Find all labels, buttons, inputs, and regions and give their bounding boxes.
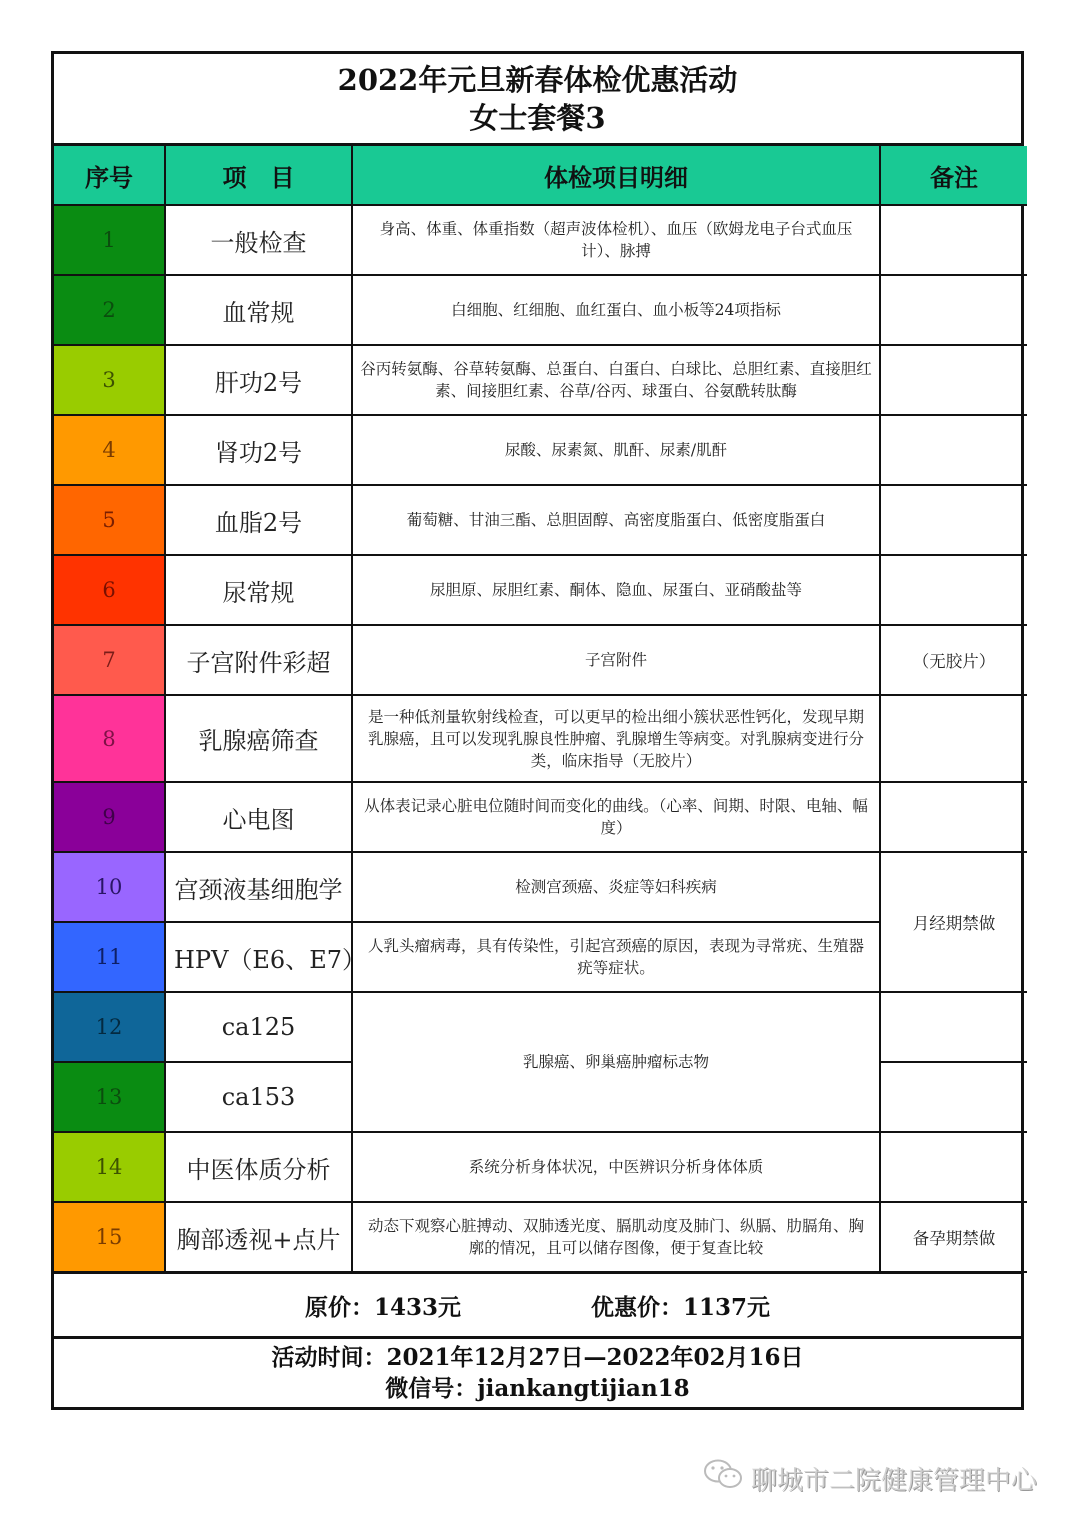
table-row	[54, 485, 1027, 555]
row-number: 9	[54, 782, 165, 852]
row-number: 1	[54, 205, 165, 275]
row-note	[880, 205, 1027, 275]
row-item: 肾功2号	[165, 415, 352, 485]
row-number: 7	[54, 625, 165, 695]
row-number: 6	[54, 555, 165, 625]
row-number: 3	[54, 345, 165, 415]
row-note	[880, 275, 1027, 345]
row-number: 5	[54, 485, 165, 555]
row-note	[880, 485, 1027, 555]
row-number: 13	[54, 1062, 165, 1132]
row-number: 10	[54, 852, 165, 922]
row-number: 12	[54, 992, 165, 1062]
original-price: 原价：1433元	[304, 1293, 461, 1321]
footer-info	[54, 1336, 1021, 1407]
row-detail: 子宫附件	[352, 625, 880, 695]
row-item: HPV（E6、E7）	[165, 922, 352, 992]
table-row	[54, 275, 1027, 345]
row-item: 肝功2号	[165, 345, 352, 415]
row-detail: 葡萄糖、甘油三酯、总胆固醇、高密度脂蛋白、低密度脂蛋白	[352, 485, 880, 555]
header-item: 项 目	[165, 146, 352, 205]
header-detail: 体检项目明细	[352, 146, 880, 205]
table-header-row	[54, 146, 1027, 205]
table-row	[54, 992, 1027, 1062]
watermark-text: 聊城市二院健康管理中心	[751, 1466, 1038, 1496]
row-item: 宫颈液基细胞学	[165, 852, 352, 922]
row-item: 尿常规	[165, 555, 352, 625]
title-block	[54, 54, 1021, 146]
table-row	[54, 852, 1027, 922]
row-note	[880, 415, 1027, 485]
row-detail: 白细胞、红细胞、血红蛋白、血小板等24项指标	[352, 275, 880, 345]
row-detail: 是一种低剂量软射线检查，可以更早的检出细小簇状恶性钙化，发现早期乳腺癌，且可以发现乳腺良性肿瘤、乳腺增生等病变。对乳腺病变进行分类，临床指导（无胶片）	[352, 695, 880, 782]
price-row	[54, 1273, 1021, 1336]
row-note	[880, 1132, 1027, 1202]
table-row	[54, 345, 1027, 415]
row-detail: 谷丙转氨酶、谷草转氨酶、总蛋白、白蛋白、白球比、总胆红素、直接胆红素、间接胆红素、谷草/谷丙、球蛋白、谷氨酰转肽酶	[352, 345, 880, 415]
row-item: 子宫附件彩超	[165, 625, 352, 695]
row-note	[880, 345, 1027, 415]
package-subtitle: 女士套餐3	[469, 100, 606, 135]
row-number: 2	[54, 275, 165, 345]
table-row	[54, 205, 1027, 275]
row-detail: 人乳头瘤病毒，具有传染性，引起宫颈癌的原因，表现为寻常疣、生殖器疣等症状。	[352, 922, 880, 992]
row-number: 14	[54, 1132, 165, 1202]
table-row	[54, 555, 1027, 625]
table-row	[54, 1132, 1027, 1202]
row-detail: 从体表记录心脏电位随时间而变化的曲线。（心率、间期、时限、电轴、幅度）	[352, 782, 880, 852]
health-package-sheet	[51, 51, 1024, 1410]
discount-price: 优惠价：1137元	[591, 1293, 771, 1321]
account-watermark	[703, 1458, 1037, 1499]
wechat-icon	[703, 1458, 745, 1499]
row-note: 备孕期禁做	[880, 1202, 1027, 1272]
activity-period: 活动时间：2021年12月27日—2022年02月16日	[271, 1344, 804, 1371]
row-note	[880, 1062, 1027, 1132]
row-item: 乳腺癌筛查	[165, 695, 352, 782]
row-item: 中医体质分析	[165, 1132, 352, 1202]
table-row	[54, 625, 1027, 695]
table-row	[54, 415, 1027, 485]
exam-items-table	[54, 146, 1027, 1273]
row-detail: 检测宫颈癌、炎症等妇科疾病	[352, 852, 880, 922]
row-item: ca153	[165, 1062, 352, 1132]
row-note	[880, 782, 1027, 852]
row-detail: 系统分析身体状况，中医辨识分析身体体质	[352, 1132, 880, 1202]
row-note	[880, 992, 1027, 1062]
row-item: ca125	[165, 992, 352, 1062]
row-detail: 尿胆原、尿胆红素、酮体、隐血、尿蛋白、亚硝酸盐等	[352, 555, 880, 625]
row-note-merged: 月经期禁做	[880, 852, 1027, 992]
row-note	[880, 555, 1027, 625]
wechat-id: 微信号：jiankangtijian18	[385, 1375, 690, 1402]
header-note: 备注	[880, 146, 1027, 205]
row-detail-merged: 乳腺癌、卵巢癌肿瘤标志物	[352, 992, 880, 1132]
row-item: 血脂2号	[165, 485, 352, 555]
row-detail: 动态下观察心脏搏动、双肺透光度、膈肌动度及肺门、纵膈、肋膈角、胸廓的情况，且可以储存图像，便于复查比较	[352, 1202, 880, 1272]
table-row	[54, 782, 1027, 852]
row-number: 4	[54, 415, 165, 485]
row-number: 8	[54, 695, 165, 782]
page-title: 2022年元旦新春体检优惠活动	[337, 62, 738, 97]
row-detail: 尿酸、尿素氮、肌酐、尿素/肌酐	[352, 415, 880, 485]
table-row	[54, 695, 1027, 782]
row-item: 胸部透视+点片	[165, 1202, 352, 1272]
row-item: 血常规	[165, 275, 352, 345]
row-detail: 身高、体重、体重指数（超声波体检机）、血压（欧姆龙电子台式血压计）、脉搏	[352, 205, 880, 275]
table-row	[54, 1202, 1027, 1272]
row-note	[880, 695, 1027, 782]
header-num: 序号	[54, 146, 165, 205]
row-item: 心电图	[165, 782, 352, 852]
row-item: 一般检查	[165, 205, 352, 275]
row-note: （无胶片）	[880, 625, 1027, 695]
row-number: 15	[54, 1202, 165, 1272]
row-number: 11	[54, 922, 165, 992]
